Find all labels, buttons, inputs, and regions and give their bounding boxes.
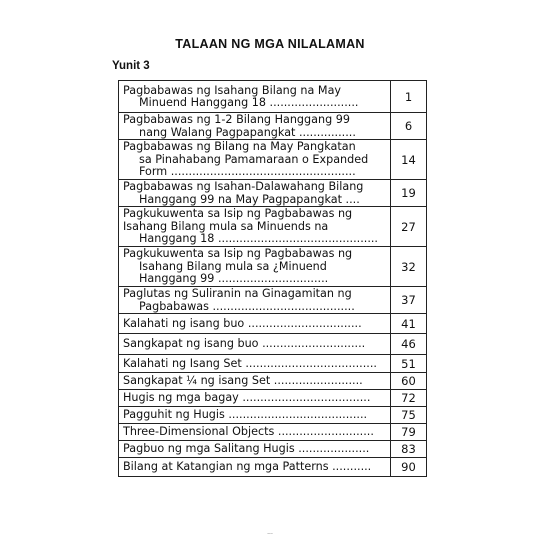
toc-row bbox=[119, 140, 427, 180]
toc-entry-title bbox=[119, 458, 391, 477]
toc-row bbox=[119, 207, 427, 247]
page-title: TALAAN NG MGA NILALAMAN bbox=[175, 37, 365, 51]
toc-page-number: 72 bbox=[391, 390, 427, 407]
toc-entry-title bbox=[119, 441, 391, 458]
toc-entry-line: Pagbabawas ........................................ bbox=[139, 300, 355, 313]
toc-entry-title bbox=[119, 334, 391, 355]
toc-entry-title bbox=[119, 390, 391, 407]
toc-entry-title bbox=[119, 140, 391, 180]
toc-entry-line: Hugis ng mga bagay .................................... bbox=[123, 392, 371, 405]
toc-entry-line: Sangkapat ng isang buo ............................. bbox=[123, 338, 366, 351]
toc-entry-line: Bilang at Katangian ng mga Patterns ........... bbox=[123, 461, 372, 474]
toc-entry-line: Pagbuo ng mga Salitang Hugis .................... bbox=[123, 443, 370, 456]
toc-row bbox=[119, 407, 427, 424]
toc-page-number: 19 bbox=[391, 180, 427, 207]
toc-row bbox=[119, 373, 427, 390]
toc-page-number: 51 bbox=[391, 355, 427, 373]
toc-entry-title bbox=[119, 314, 391, 334]
toc-page-number: 6 bbox=[391, 113, 427, 140]
toc-page-number: 75 bbox=[391, 407, 427, 424]
toc-row bbox=[119, 113, 427, 140]
toc-page-number: 83 bbox=[391, 441, 427, 458]
toc-entry-line: Minuend Hanggang 18 ......................... bbox=[139, 97, 359, 109]
toc-entry-line: Pagkukuwenta sa Isip ng Pagbabawas ng bbox=[123, 208, 353, 221]
toc-entry-line: Hanggang 99 ............................... bbox=[139, 273, 329, 286]
toc-entry-line: Pagkukuwenta sa Isip ng Pagbabawas ng bbox=[123, 248, 353, 261]
toc-row bbox=[119, 441, 427, 458]
toc-row bbox=[119, 247, 427, 287]
unit-heading: Yunit 3 bbox=[112, 60, 150, 72]
toc-entry-title bbox=[119, 373, 391, 390]
toc-entry-line: Form .................................................... bbox=[139, 166, 356, 179]
toc-table bbox=[118, 80, 427, 477]
toc-entry-line: Pagbabawas ng Bilang na May Pangkatan bbox=[123, 141, 356, 154]
toc-entry-title bbox=[119, 287, 391, 314]
toc-entry-line: Kalahati ng isang buo ................................ bbox=[123, 317, 362, 330]
toc-row bbox=[119, 390, 427, 407]
toc-entry-title bbox=[119, 207, 391, 247]
toc-page-number: 90 bbox=[391, 458, 427, 477]
toc-entry-title bbox=[119, 424, 391, 441]
toc-row bbox=[119, 424, 427, 441]
toc-entry-line: Kalahati ng Isang Set ..................................... bbox=[123, 357, 377, 370]
toc-row bbox=[119, 81, 427, 113]
page-footer-mark: ... bbox=[267, 529, 273, 536]
toc-row bbox=[119, 355, 427, 373]
toc-page-number: 1 bbox=[391, 81, 427, 113]
toc-row bbox=[119, 180, 427, 207]
toc-entry-line: Hanggang 99 na May Pagpapangkat .... bbox=[139, 193, 360, 206]
toc-entry-line: nang Walang Pagpapangkat ................ bbox=[139, 126, 356, 139]
toc-entry-line: Three-Dimensional Objects ........................... bbox=[123, 426, 374, 439]
toc-entry-title bbox=[119, 180, 391, 207]
toc-page-number: 27 bbox=[391, 207, 427, 247]
toc-page-number: 79 bbox=[391, 424, 427, 441]
toc-entry-line: Pagbabawas ng Isahang Bilang na May bbox=[123, 84, 342, 97]
toc-entry-line: Paglutas ng Suliranin na Ginagamitan ng bbox=[123, 288, 352, 301]
toc-entry-line: sa Pinahabang Pamamaraan o Expanded bbox=[139, 153, 369, 166]
toc-page-number: 14 bbox=[391, 140, 427, 180]
toc-entry-title bbox=[119, 81, 391, 113]
toc-entry-line: Isahang Bilang mula sa Minuends na bbox=[123, 220, 329, 233]
toc-page-number: 46 bbox=[391, 334, 427, 355]
toc-entry-line: Hanggang 18 ............................................. bbox=[139, 233, 378, 246]
toc-page-number: 32 bbox=[391, 247, 427, 287]
toc-page-number: 60 bbox=[391, 373, 427, 390]
toc-entry-line: Isahang Bilang mula sa ¿Minuend bbox=[139, 260, 327, 273]
toc-entry-line: Pagbabawas ng Isahan-Dalawahang Bilang bbox=[123, 181, 364, 194]
toc-page-number: 41 bbox=[391, 314, 427, 334]
toc-entry-title bbox=[119, 407, 391, 424]
toc-row bbox=[119, 314, 427, 334]
toc-entry-line: Sangkapat ¼ ng isang Set ......................... bbox=[123, 375, 363, 388]
toc-row bbox=[119, 458, 427, 477]
toc-row bbox=[119, 287, 427, 314]
toc-entry-title bbox=[119, 247, 391, 287]
toc-entry-title bbox=[119, 113, 391, 140]
toc-page-number: 37 bbox=[391, 287, 427, 314]
toc-row bbox=[119, 334, 427, 355]
toc-entry-line: Pagbabawas ng 1-2 Bilang Hanggang 99 bbox=[123, 114, 350, 127]
toc-body bbox=[119, 81, 427, 477]
toc-entry-title bbox=[119, 355, 391, 373]
toc-entry-line: Pagguhit ng Hugis ....................................... bbox=[123, 409, 368, 422]
